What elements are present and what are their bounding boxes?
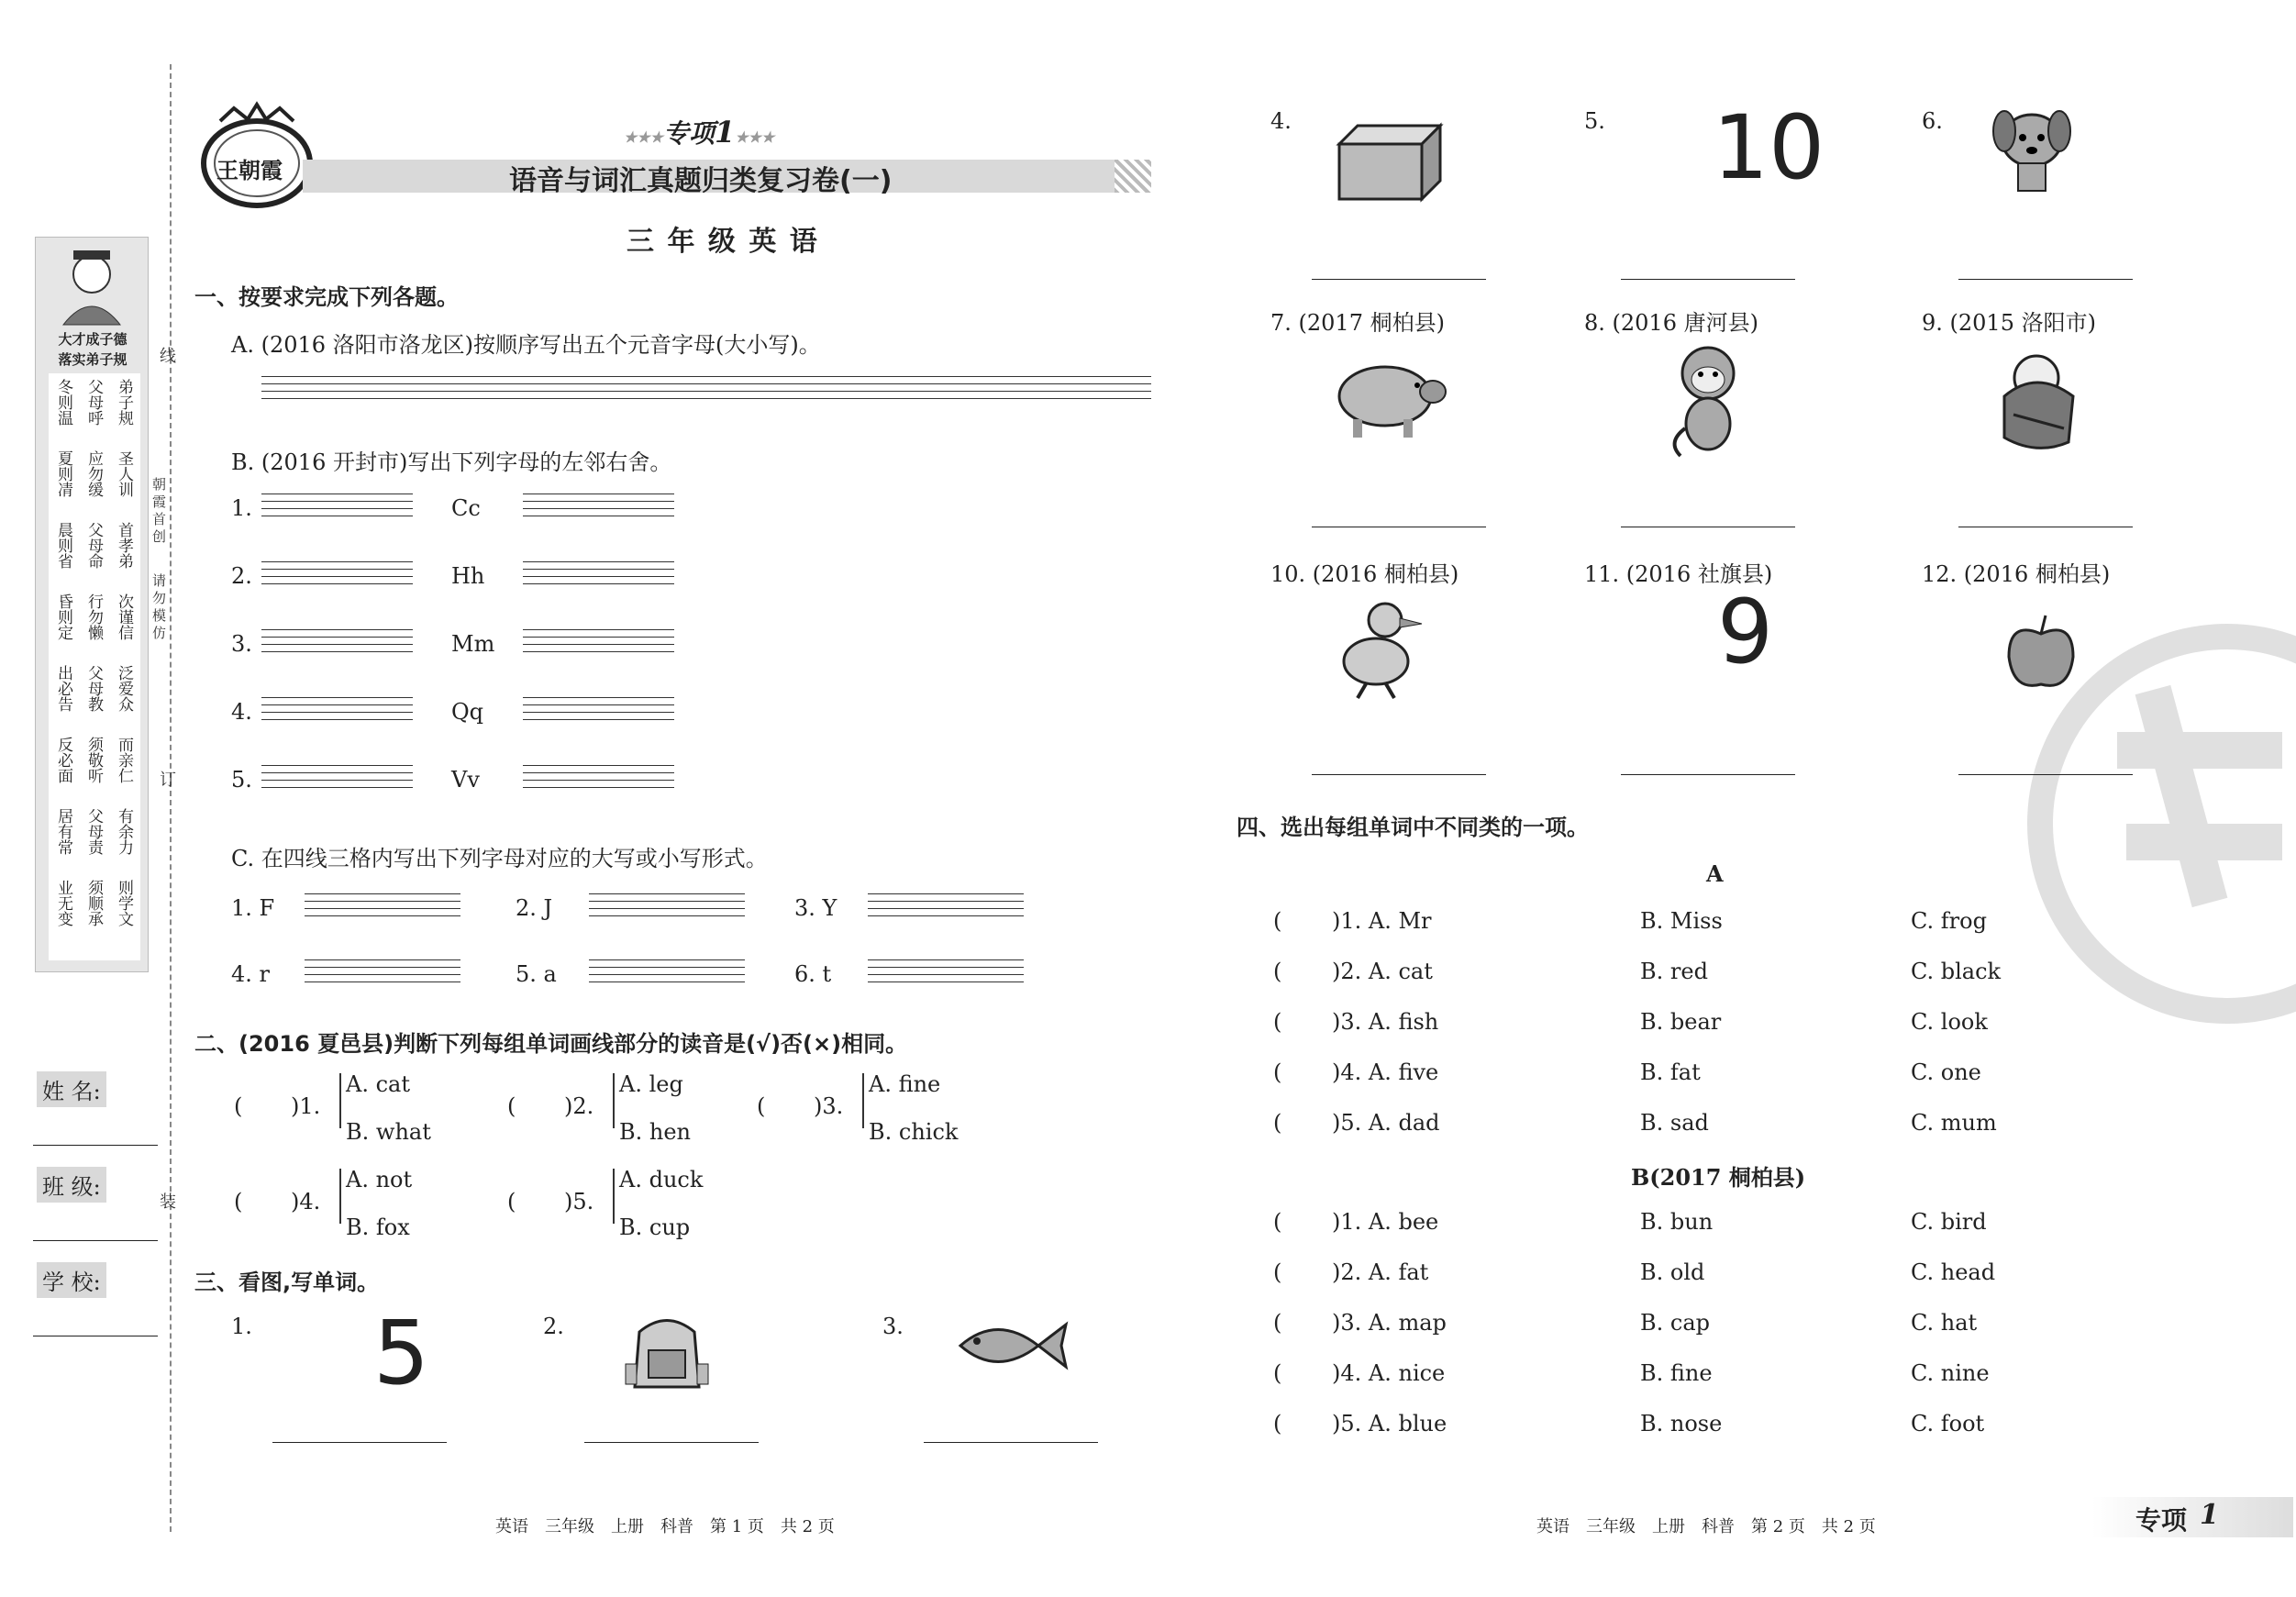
fold-mark-1: 线 bbox=[157, 347, 176, 367]
poem-phrase: 圣人训 bbox=[115, 450, 133, 497]
poem-phrase: 弟子规 bbox=[115, 379, 133, 426]
logo bbox=[183, 101, 321, 211]
baby-icon bbox=[1986, 341, 2087, 455]
picture-question-number: 3. bbox=[882, 1314, 904, 1339]
section1-b-letter: Mm bbox=[451, 631, 495, 657]
word-group-brace bbox=[613, 1169, 615, 1224]
logo-text: 王朝霞 bbox=[216, 158, 283, 183]
poem-phrase: 须顺承 bbox=[84, 880, 103, 926]
apple-icon bbox=[2000, 611, 2082, 697]
option-c: C. foot bbox=[1911, 1411, 1985, 1436]
question-number: )2. bbox=[564, 1093, 594, 1119]
group-a-label: A bbox=[1706, 860, 1724, 887]
section4-title: 四、选出每组单词中不同类的一项。 bbox=[1237, 815, 1589, 840]
answer-paren-open[interactable]: ( bbox=[1273, 1310, 1282, 1336]
left-neighbor-lines[interactable] bbox=[261, 561, 413, 585]
word-option-a: A. not bbox=[346, 1167, 413, 1192]
poem-phrase: 次谨信 bbox=[115, 593, 133, 640]
pig-icon bbox=[1330, 350, 1449, 446]
page-subtitle: 三 年 级 英 语 bbox=[627, 226, 819, 258]
answer-paren-open[interactable]: ( bbox=[1273, 1259, 1282, 1285]
class-field[interactable] bbox=[33, 1240, 158, 1241]
answer-blank[interactable] bbox=[924, 1442, 1098, 1443]
word-option-b: B. fox bbox=[346, 1214, 410, 1240]
option-c: C. black bbox=[1911, 959, 2002, 984]
question-number: )1. bbox=[291, 1093, 321, 1119]
word-group-brace bbox=[339, 1169, 341, 1224]
picture-question-number: 5. bbox=[1584, 108, 1605, 134]
section1-c-letter: 6. t bbox=[794, 961, 832, 987]
poem-phrase: 父母呼 bbox=[84, 379, 103, 426]
word-option-b: B. cup bbox=[619, 1214, 691, 1240]
answer-blank[interactable] bbox=[1312, 279, 1486, 280]
title-band-pattern bbox=[1115, 160, 1151, 193]
word-option-a: A. fine bbox=[869, 1071, 941, 1097]
section1-a-writing-lines[interactable] bbox=[261, 376, 1151, 400]
word-option-a: A. duck bbox=[619, 1167, 704, 1192]
word-option-b: B. chick bbox=[869, 1119, 959, 1145]
poem-phrase: 业无变 bbox=[54, 880, 72, 926]
option-a: )3. A. map bbox=[1332, 1310, 1447, 1336]
right-neighbor-lines[interactable] bbox=[523, 629, 674, 653]
section1-a-prompt: A. (2016 洛阳市洛龙区)按顺序写出五个元音字母(大小写)。 bbox=[231, 332, 821, 358]
option-c: C. nine bbox=[1911, 1360, 1990, 1386]
question-number: )4. bbox=[291, 1189, 321, 1214]
duck-icon bbox=[1330, 593, 1431, 706]
number-picture: 10 bbox=[1713, 96, 1825, 199]
option-c: C. frog bbox=[1911, 908, 1987, 934]
option-c: C. mum bbox=[1911, 1110, 1997, 1136]
class-label: 班 级: bbox=[37, 1167, 106, 1203]
case-writing-lines[interactable] bbox=[868, 893, 1024, 917]
section1-title: 一、按要求完成下列各题。 bbox=[194, 284, 459, 310]
fish-icon bbox=[951, 1314, 1070, 1381]
poem-phrase: 居有常 bbox=[54, 808, 72, 855]
section1-c-letter: 1. F bbox=[231, 895, 275, 921]
case-writing-lines[interactable] bbox=[589, 959, 745, 983]
answer-blank[interactable] bbox=[584, 1442, 759, 1443]
section1-b-letter: Cc bbox=[451, 495, 481, 521]
option-a: )4. A. five bbox=[1332, 1059, 1439, 1085]
word-group-brace bbox=[613, 1073, 615, 1128]
left-neighbor-lines[interactable] bbox=[261, 765, 413, 789]
option-a: )5. A. blue bbox=[1332, 1411, 1447, 1436]
question-number: )5. bbox=[564, 1189, 594, 1214]
answer-blank[interactable] bbox=[1621, 774, 1795, 775]
answer-blank[interactable] bbox=[1958, 774, 2133, 775]
poem-phrase: 行勿懒 bbox=[84, 593, 103, 640]
option-b: B. nose bbox=[1640, 1411, 1723, 1436]
poem-phrase: 反必面 bbox=[54, 737, 72, 783]
section1-b-number: 2. bbox=[231, 563, 252, 589]
option-a: )2. A. fat bbox=[1332, 1259, 1429, 1285]
school-label: 学 校: bbox=[37, 1262, 106, 1298]
binding-line bbox=[170, 64, 172, 1532]
section1-c-letter: 4. r bbox=[231, 961, 270, 987]
answer-paren-open[interactable]: ( bbox=[1273, 1110, 1282, 1136]
word-option-a: A. leg bbox=[619, 1071, 683, 1097]
option-a: )4. A. nice bbox=[1332, 1360, 1446, 1386]
answer-paren-open[interactable]: ( bbox=[1273, 908, 1282, 934]
poem-phrase: 首孝弟 bbox=[115, 522, 133, 569]
answer-paren-open[interactable]: ( bbox=[234, 1093, 243, 1119]
section3-title: 三、看图,写单词。 bbox=[194, 1270, 380, 1295]
word-option-a: A. cat bbox=[346, 1071, 410, 1097]
section1-b-number: 5. bbox=[231, 767, 252, 793]
option-c: C. hat bbox=[1911, 1310, 1978, 1336]
answer-blank[interactable] bbox=[1958, 279, 2133, 280]
option-b: B. Miss bbox=[1640, 908, 1723, 934]
right-neighbor-lines[interactable] bbox=[523, 765, 674, 789]
option-b: B. bun bbox=[1640, 1209, 1714, 1235]
page-title: 语音与词汇真题归类复习卷(一) bbox=[509, 165, 893, 197]
poem-phrase: 泛爱众 bbox=[115, 665, 133, 712]
poem-phrase: 父母责 bbox=[84, 808, 103, 855]
section1-b-number: 3. bbox=[231, 631, 252, 657]
answer-blank[interactable] bbox=[272, 1442, 447, 1443]
section1-b-letter: Qq bbox=[451, 699, 484, 725]
option-a: )3. A. fish bbox=[1332, 1009, 1439, 1035]
picture-question-number: 6. bbox=[1922, 108, 1943, 134]
footer-left: 英语 三年级 上册 科普 第 1 页 共 2 页 bbox=[495, 1517, 835, 1536]
option-c: C. bird bbox=[1911, 1209, 1987, 1235]
section1-b-letter: Hh bbox=[451, 563, 485, 589]
right-neighbor-lines[interactable] bbox=[523, 494, 674, 517]
left-neighbor-lines[interactable] bbox=[261, 494, 413, 517]
section1-c-letter: 5. a bbox=[516, 961, 557, 987]
option-a: )5. A. dad bbox=[1332, 1110, 1440, 1136]
poem-phrase: 晨则省 bbox=[54, 522, 72, 569]
name-label: 姓 名: bbox=[37, 1071, 106, 1107]
motto-line-2: 落实弟子规 bbox=[58, 351, 128, 368]
section1-c-letter: 2. J bbox=[516, 895, 553, 921]
section1-b-prompt: B. (2016 开封市)写出下列字母的左邻右舍。 bbox=[231, 449, 672, 475]
option-c: C. one bbox=[1911, 1059, 1981, 1085]
poem-phrase: 昏则定 bbox=[54, 593, 72, 640]
vertical-note-1: 朝霞首创 bbox=[150, 477, 167, 547]
group-b-label: B(2017 桐柏县) bbox=[1631, 1164, 1806, 1191]
answer-paren-open[interactable]: ( bbox=[1273, 1360, 1282, 1386]
picture-question-number: 10. (2016 桐柏县) bbox=[1270, 561, 1459, 587]
option-c: C. look bbox=[1911, 1009, 1988, 1035]
fold-mark-2: 订 bbox=[157, 771, 176, 791]
option-b: B. red bbox=[1640, 959, 1708, 984]
picture-question-number: 12. (2016 桐柏县) bbox=[1922, 561, 2111, 587]
section1-c-prompt: C. 在四线三格内写出下列字母对应的大写或小写形式。 bbox=[231, 846, 768, 871]
picture-question-number: 1. bbox=[231, 1314, 252, 1339]
section1-b-number: 1. bbox=[231, 495, 252, 521]
fold-mark-3: 装 bbox=[157, 1192, 176, 1213]
number-picture: 5 bbox=[373, 1302, 430, 1404]
monkey-icon bbox=[1662, 341, 1754, 464]
picture-question-number: 2. bbox=[543, 1314, 564, 1339]
poem-phrase: 父母命 bbox=[84, 522, 103, 569]
word-group-brace bbox=[862, 1073, 864, 1128]
picture-question-number: 11. (2016 社旗县) bbox=[1584, 561, 1773, 587]
poem-phrase: 须敬听 bbox=[84, 737, 103, 783]
footer-badge: 专项 1 bbox=[2091, 1497, 2293, 1537]
poem-phrase: 应勿缓 bbox=[84, 450, 103, 497]
box-icon bbox=[1335, 121, 1445, 207]
option-a: )2. A. cat bbox=[1332, 959, 1433, 984]
poem-phrase: 夏则凊 bbox=[54, 450, 72, 497]
word-option-b: B. hen bbox=[619, 1119, 692, 1145]
answer-paren-open[interactable]: ( bbox=[1273, 1209, 1282, 1235]
left-neighbor-lines[interactable] bbox=[261, 697, 413, 721]
picture-question-number: 4. bbox=[1270, 108, 1292, 134]
picture-question-number: 9. (2015 洛阳市) bbox=[1922, 310, 2096, 336]
poem-phrase: 则学文 bbox=[115, 880, 133, 926]
motto-line-1: 大才成子德 bbox=[58, 331, 128, 348]
number-picture: 9 bbox=[1717, 581, 1774, 683]
word-option-b: B. what bbox=[346, 1119, 431, 1145]
answer-paren-open[interactable]: ( bbox=[234, 1189, 243, 1214]
left-neighbor-lines[interactable] bbox=[261, 629, 413, 653]
option-b: B. cap bbox=[1640, 1310, 1711, 1336]
section1-b-letter: Vv bbox=[451, 767, 480, 793]
answer-blank[interactable] bbox=[1312, 774, 1486, 775]
picture-question-number: 8. (2016 唐河县) bbox=[1584, 310, 1758, 336]
name-field[interactable] bbox=[33, 1145, 158, 1146]
right-neighbor-lines[interactable] bbox=[523, 561, 674, 585]
vertical-note-2: 请勿模仿 bbox=[150, 573, 167, 643]
answer-paren-open[interactable]: ( bbox=[1273, 1411, 1282, 1436]
option-c: C. head bbox=[1911, 1259, 1996, 1285]
option-b: B. fine bbox=[1640, 1360, 1713, 1386]
series-label: ★★★专项1★★★ bbox=[624, 115, 775, 150]
scholar-icon bbox=[36, 238, 148, 329]
poem-phrase: 有余力 bbox=[115, 808, 133, 855]
poem-phrase: 父母教 bbox=[84, 665, 103, 712]
option-b: B. old bbox=[1640, 1259, 1705, 1285]
section1-c-letter: 3. Y bbox=[794, 895, 837, 921]
option-a: )1. A. Mr bbox=[1332, 908, 1432, 934]
answer-paren-open[interactable]: ( bbox=[1273, 959, 1282, 984]
section1-b-number: 4. bbox=[231, 699, 252, 725]
poem-phrase: 出必告 bbox=[54, 665, 72, 712]
case-writing-lines[interactable] bbox=[305, 959, 460, 983]
answer-paren-open[interactable]: ( bbox=[757, 1093, 766, 1119]
poem-phrase: 而亲仁 bbox=[115, 737, 133, 783]
case-writing-lines[interactable] bbox=[589, 893, 745, 917]
footer-right: 英语 三年级 上册 科普 第 2 页 共 2 页 bbox=[1536, 1517, 1876, 1536]
sidebar-motto-box bbox=[35, 237, 149, 972]
word-group-brace bbox=[339, 1073, 341, 1128]
answer-paren-open[interactable]: ( bbox=[507, 1093, 516, 1119]
poem-phrase: 冬则温 bbox=[54, 379, 72, 426]
option-b: B. fat bbox=[1640, 1059, 1701, 1085]
option-b: B. bear bbox=[1640, 1009, 1722, 1035]
answer-paren-open[interactable]: ( bbox=[507, 1189, 516, 1214]
option-a: )1. A. bee bbox=[1332, 1209, 1439, 1235]
case-writing-lines[interactable] bbox=[305, 893, 460, 917]
bag-icon bbox=[616, 1314, 717, 1400]
right-neighbor-lines[interactable] bbox=[523, 697, 674, 721]
answer-paren-open[interactable]: ( bbox=[1273, 1009, 1282, 1035]
question-number: )3. bbox=[814, 1093, 844, 1119]
poem-grid bbox=[49, 373, 140, 960]
section2-title: 二、(2016 夏邑县)判断下列每组单词画线部分的读音是(√)否(×)相同。 bbox=[194, 1031, 908, 1057]
answer-blank[interactable] bbox=[1621, 279, 1795, 280]
option-b: B. sad bbox=[1640, 1110, 1709, 1136]
answer-paren-open[interactable]: ( bbox=[1273, 1059, 1282, 1085]
case-writing-lines[interactable] bbox=[868, 959, 1024, 983]
dog-icon bbox=[1977, 99, 2087, 204]
picture-question-number: 7. (2017 桐柏县) bbox=[1270, 310, 1445, 336]
